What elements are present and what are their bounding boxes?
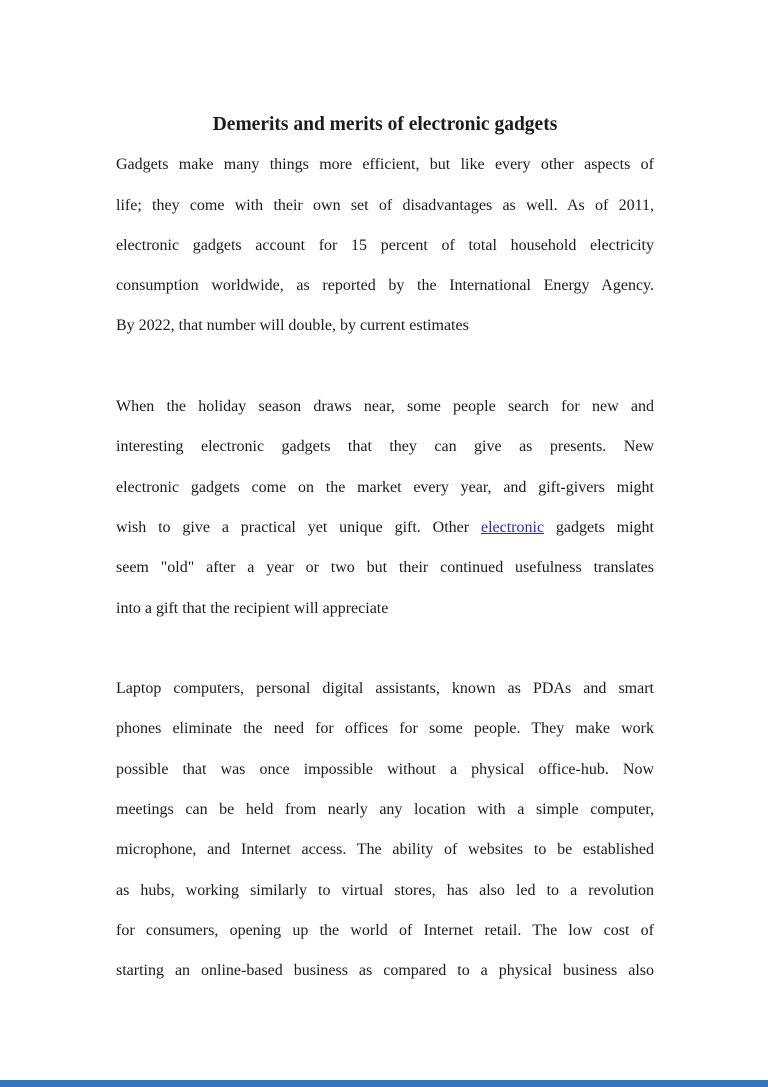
text-line: possible that was once impossible without a physical office-hub. Now	[116, 760, 654, 778]
text-line: as hubs, working similarly to virtual stores, has also led to a revolution	[116, 881, 654, 899]
document-title: Demerits and merits of electronic gadgets	[212, 114, 558, 135]
text-line: phones eliminate the need for offices for some people. They make work	[116, 720, 654, 738]
text-line: When the holiday season draws near, some people search for new and	[116, 398, 654, 416]
text-line: electronic gadgets come on the market every year, and gift-givers might	[116, 478, 654, 496]
paragraph-intro	[116, 145, 654, 346]
text-line: Gadgets make many things more efficient, but like every other aspects of	[116, 156, 654, 174]
electronic-link[interactable]: electronic	[480, 518, 545, 536]
text-segment: wish to give a practical yet unique gift. Other	[116, 518, 481, 536]
text-line: By 2022, that number will double, by current estimates	[116, 317, 469, 335]
text-line: seem "old" after a year or two but their continued usefulness translates	[116, 559, 654, 577]
text-line: starting an online-based business as compared to a physical business also	[116, 962, 654, 980]
text-line: Laptop computers, personal digital assistants, known as PDAs and smart	[116, 680, 654, 698]
text-segment: gadgets might	[544, 518, 654, 536]
text-line: into a gift that the recipient will appreciate	[116, 599, 389, 617]
text-line-with-link	[116, 508, 654, 548]
text-line: life; they come with their own set of disadvantages as well. As of 2011,	[116, 196, 654, 214]
text-line: interesting electronic gadgets that they can give as presents. New	[116, 438, 654, 456]
text-line: for consumers, opening up the world of Internet retail. The low cost of	[116, 921, 654, 939]
text-line: consumption worldwide, as reported by the International Energy Agency.	[116, 277, 654, 295]
text-line: microphone, and Internet access. The ability of websites to be established	[116, 841, 654, 859]
text-line: meetings can be held from nearly any location with a simple computer,	[116, 801, 654, 819]
text-line: electronic gadgets account for 15 percent of total household electricity	[116, 236, 654, 254]
text-column	[116, 105, 654, 992]
progress-bar[interactable]	[0, 1080, 768, 1087]
paragraph-work	[116, 669, 654, 991]
paragraph-gifts	[116, 387, 654, 629]
